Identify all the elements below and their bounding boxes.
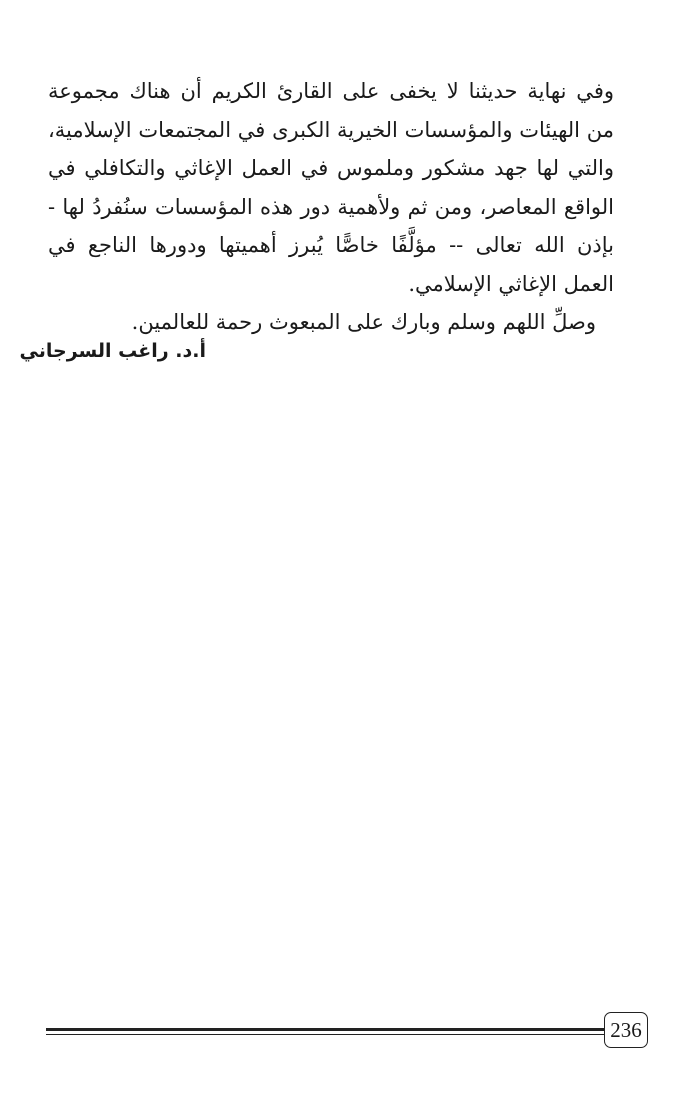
page-number: 236	[604, 1012, 648, 1048]
footer-rule-thick	[46, 1028, 606, 1031]
body-text	[48, 72, 614, 342]
page-footer	[46, 1012, 648, 1050]
footer-rule-thin	[46, 1034, 606, 1035]
closing-paragraph: وفي نهاية حديثنا لا يخفى على القارئ الكريم أن هناك مجموعة من الهيئات والمؤسسات الخيرية الكبرى في المجتمعات الإسلامية، والتي لها جهد مشكور وملموس في العمل الإغاثي والتكافلي في الواقع المعاصر، ومن ثم ولأهمية دور هذه المؤسسات سنُفردُ لها - بإذن الله تعالى -- مؤلَّفًا خاصًّا يُبرز أهميتها ودورها الناجع في العمل الإغاثي الإسلامي.	[48, 79, 614, 296]
author-signature: أ.د. راغب السرجاني	[19, 340, 206, 362]
prayer-paragraph: وصلِّ اللهم وسلم وبارك على المبعوث رحمة للعالمين.	[131, 310, 596, 334]
